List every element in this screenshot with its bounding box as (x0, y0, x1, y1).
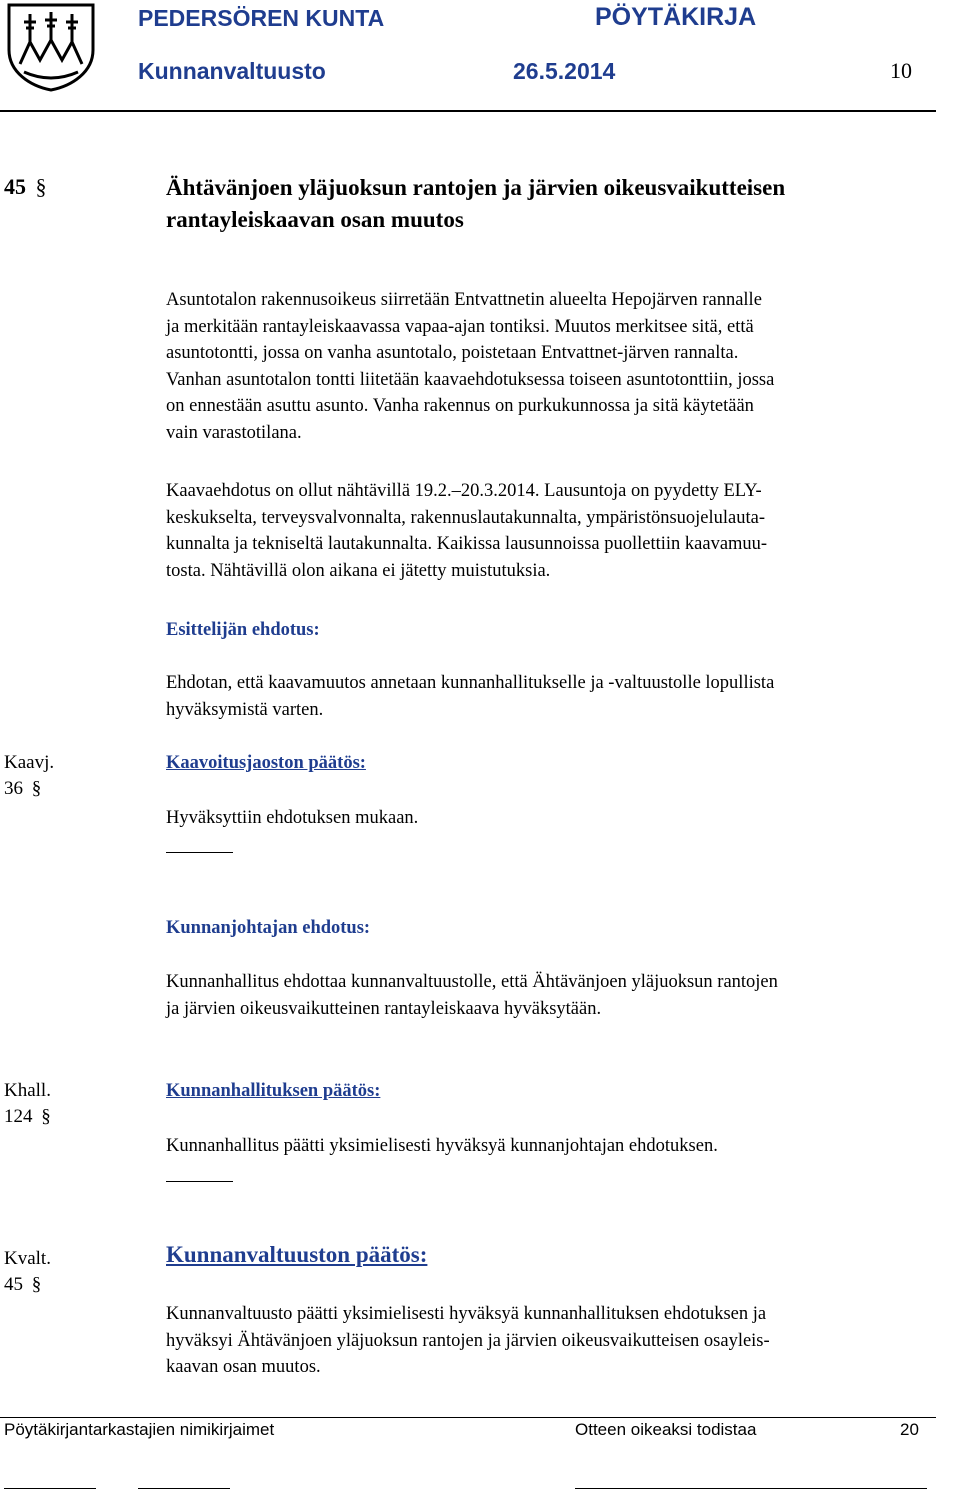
paragraph-line: ja merkitään rantayleiskaavassa vapaa-ajan tontiksi. Muutos merkitsee sitä, että (166, 316, 754, 337)
signature-line[interactable] (138, 1488, 230, 1489)
section-number-value: 45 (4, 174, 26, 199)
board-ref (4, 1078, 51, 1130)
paragraph-line: Asuntotalon rakennusoikeus siirretään Entvattnetin alueelta Hepojärven rannalle (166, 290, 762, 310)
zoning-ref-number-row (4, 776, 54, 802)
zoning-heading: Kaavoitusjaoston päätös: (166, 753, 366, 773)
section-title (166, 172, 785, 236)
zoning-ref-number: 36 (4, 778, 23, 799)
paragraph-line: Kunnanhallitus ehdottaa kunnanvaltuustolle, että Ähtävänjoen yläjuoksun rantojen (166, 972, 778, 992)
section-title-line: rantayleiskaavan osan muutos (166, 207, 464, 232)
section-sign: § (31, 778, 42, 799)
board-ref-label: Khall. (4, 1080, 51, 1101)
paragraph-line: ja järvien oikeusvaikutteinen rantayleiskaava hyväksytään. (166, 998, 602, 1019)
paragraph-line: Kunnanvaltuusto päätti yksimielisesti hyväksyä kunnanhallituksen ehdotuksen ja (166, 1304, 767, 1324)
paragraph-line: hyväksymistä varten. (166, 699, 324, 720)
paragraph-line: keskukselta, terveysvalvonnalta, rakennuslautakunnalta, ympäristönsuojelulauta- (166, 507, 766, 528)
body-paragraph (166, 478, 936, 584)
manager-heading: Kunnanjohtajan ehdotus: (166, 918, 371, 938)
body-paragraph (166, 287, 936, 446)
page-number: 10 (890, 58, 912, 83)
meeting-body: Kunnanvaltuusto (138, 58, 326, 84)
board-ref-number: 124 (4, 1106, 33, 1127)
zoning-ref-label: Kaavj. (4, 752, 55, 773)
board-text: Kunnanhallitus päätti yksimielisesti hyväksyä kunnanjohtajan ehdotuksen. (166, 1136, 718, 1156)
presenter-text (166, 670, 936, 723)
section-sign: § (31, 1274, 42, 1295)
signature-line[interactable] (575, 1488, 927, 1489)
separator-line (166, 852, 233, 853)
meeting-date: 26.5.2014 (513, 58, 616, 84)
paragraph-line: Ehdotan, että kaavamuutos annetaan kunnanhallitukselle ja -valtuustolle lopullista (166, 673, 775, 693)
council-ref-number-row (4, 1272, 51, 1298)
paragraph-line: asuntotontti, jossa on vanha asuntotalo, poistetaan Entvattnet-järven rannalta. (166, 343, 739, 363)
council-ref-label: Kvalt. (4, 1248, 51, 1269)
signature-line[interactable] (4, 1488, 96, 1489)
footer-rule (0, 1417, 936, 1418)
coat-of-arms-logo (6, 2, 96, 92)
manager-text (166, 969, 936, 1022)
paragraph-line: Vanhan asuntotalon tontti liitetään kaavaehdotuksessa toiseen asuntotonttiin, jossa (166, 369, 775, 390)
header-rule (0, 110, 936, 112)
certified-label: Otteen oikeaksi todistaa (575, 1420, 757, 1439)
paragraph-line: tosta. Nähtävillä olon aikana ei jätetty muistutuksia. (166, 560, 551, 581)
council-heading: Kunnanvaltuuston päätös: (166, 1242, 428, 1267)
section-number (4, 174, 47, 200)
municipality-name: PEDERSÖREN KUNTA (138, 5, 385, 31)
board-ref-number-row (4, 1104, 51, 1130)
paragraph-line: hyväksyi Ähtävänjoen yläjuoksun rantojen ja järvien oikeusvaikutteisen osayleis- (166, 1330, 770, 1351)
section-title-line: Ähtävänjoen yläjuoksun rantojen ja järvien oikeusvaikutteisen (166, 175, 786, 200)
council-ref-number: 45 (4, 1274, 23, 1295)
separator-line (166, 1181, 233, 1182)
section-sign: § (35, 174, 47, 199)
paragraph-line: vain varastotilana. (166, 422, 302, 443)
section-sign: § (41, 1106, 51, 1127)
presenter-heading: Esittelijän ehdotus: (166, 620, 320, 640)
paragraph-line: kunnalta ja tekniseltä lautakunnalta. Kaikissa lausunnoissa puollettiin kaavamuu- (166, 534, 768, 554)
paragraph-line: on ennestään asuttu asunto. Vanha rakennus on purkukunnossa ja sitä käytetään (166, 396, 754, 416)
document-type: PÖYTÄKIRJA (595, 3, 757, 31)
zoning-text: Hyväksyttiin ehdotuksen mukaan. (166, 808, 419, 828)
footer-page-number: 20 (900, 1420, 919, 1439)
zoning-ref (4, 750, 54, 802)
paragraph-line: kaavan osan muutos. (166, 1357, 321, 1377)
council-ref (4, 1246, 51, 1298)
council-text (166, 1301, 936, 1381)
initials-label: Pöytäkirjantarkastajien nimikirjaimet (4, 1420, 275, 1439)
board-heading: Kunnanhallituksen päätös: (166, 1081, 381, 1101)
paragraph-line: Kaavaehdotus on ollut nähtävillä 19.2.–20.3.2014. Lausuntoja on pyydetty ELY- (166, 481, 762, 501)
